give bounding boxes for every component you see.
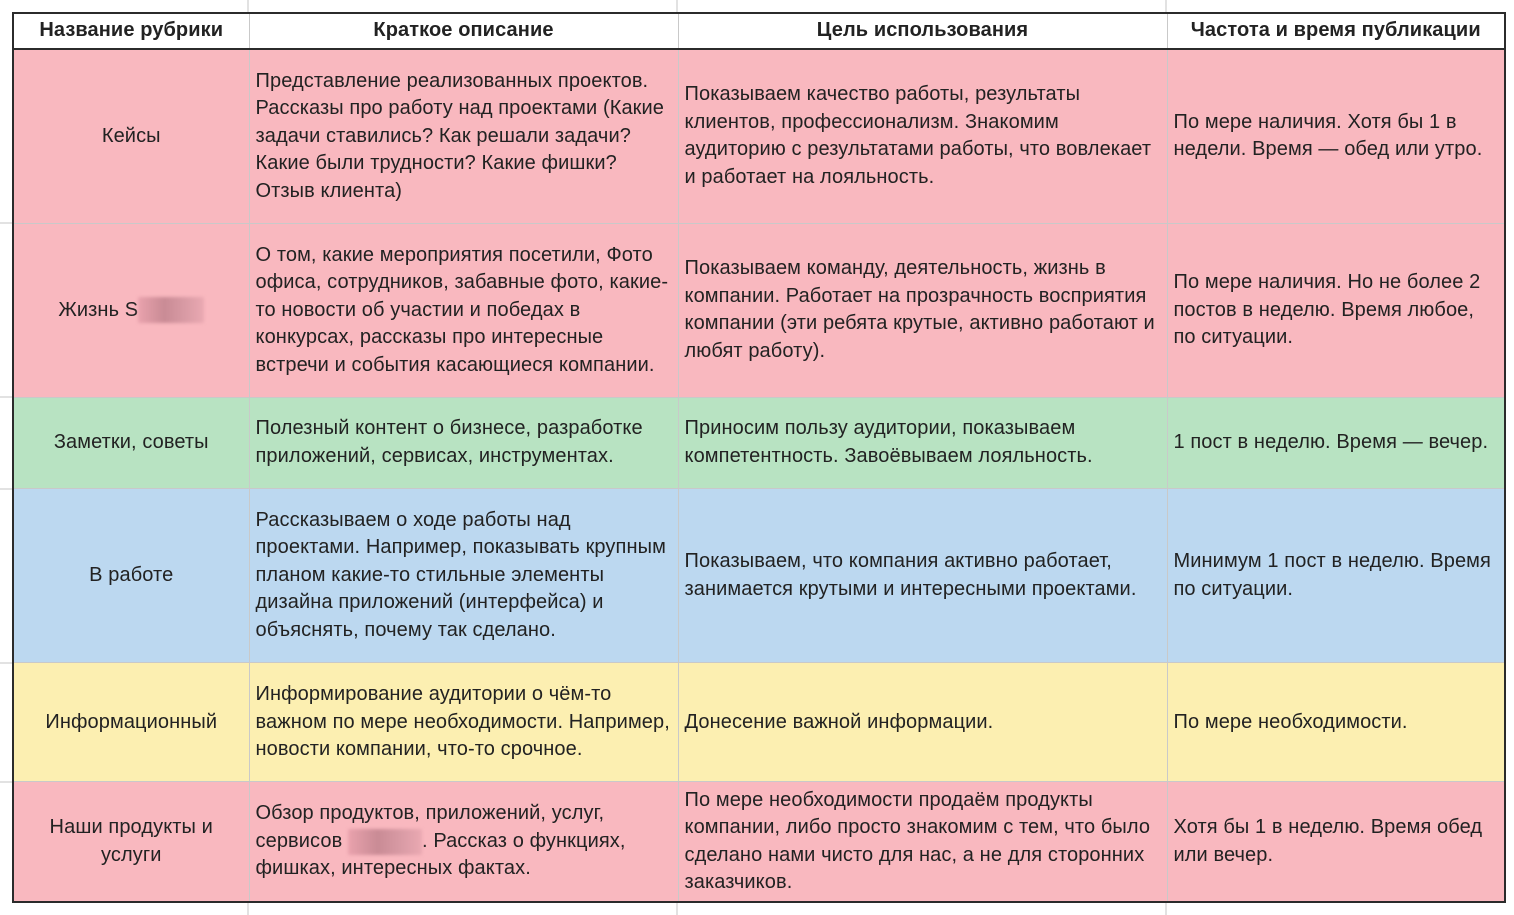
purpose-cell[interactable]: По мере необходимости продаём продукты компании, либо просто знакомим с тем, что было сделано нами чисто для нас, а не для сторонних заказчиков. [678, 782, 1167, 902]
description-cell[interactable]: Полезный контент о бизнесе, разработке приложений, сервисах, инструментах. [249, 397, 678, 488]
sheet-gridlines-top [0, 0, 1514, 12]
frequency-cell[interactable]: По мере наличия. Хотя бы 1 в недели. Время — обед или утро. [1167, 49, 1505, 223]
table-row [13, 663, 1505, 782]
rubric-name-cell[interactable]: В работе [13, 489, 249, 663]
rubric-name-text: Жизнь S [58, 298, 139, 321]
table-row [13, 223, 1505, 397]
frequency-cell[interactable]: Минимум 1 пост в неделю. Время по ситуации. [1167, 489, 1505, 663]
description-text-before: Обзор продуктов, приложений, услуг, сервисов [255, 802, 605, 852]
sheet-gridlines-left [0, 0, 12, 915]
table-row [13, 397, 1505, 488]
table-row [13, 49, 1505, 223]
header-purpose[interactable]: Цель использования [678, 13, 1167, 49]
frequency-cell[interactable]: 1 пост в неделю. Время — вечер. [1167, 397, 1505, 488]
rubric-name-cell[interactable]: Наши продукты и услуги [13, 782, 249, 902]
purpose-cell[interactable]: Показываем команду, деятельность, жизнь в компании. Работает на прозрачность восприятия компании (эти ребята крутые, активно работают и любят работу). [678, 223, 1167, 397]
frequency-cell[interactable]: По мере наличия. Но не более 2 постов в неделю. Время любое, по ситуации. [1167, 223, 1505, 397]
description-cell[interactable]: О том, какие мероприятия посетили, Фото офиса, сотрудников, забавные фото, какие-то новости об участии и победах в конкурсах, рассказы про интересные встречи и события касающиеся компании. [249, 223, 678, 397]
frequency-cell[interactable]: По мере необходимости. [1167, 663, 1505, 782]
description-text-after: . Рассказ о функциях, фишках, интересных фактах. [255, 829, 626, 880]
redacted-blur [348, 829, 422, 855]
header-description[interactable]: Краткое описание [249, 13, 678, 49]
purpose-cell[interactable]: Показываем качество работы, результаты клиентов, профессионализм. Знакомим аудиторию с результатами работы, что вовлекает и работает на лояльность. [678, 49, 1167, 223]
purpose-cell[interactable]: Донесение важной информации. [678, 663, 1167, 782]
header-name[interactable]: Название рубрики [13, 13, 249, 49]
frequency-cell[interactable]: Хотя бы 1 в неделю. Время обед или вечер. [1167, 782, 1505, 902]
rubric-name-cell[interactable]: Заметки, советы [13, 397, 249, 488]
header-row [13, 13, 1505, 49]
description-cell[interactable]: Информирование аудитории о чём-то важном по мере необходимости. Например, новости компании, что-то срочное. [249, 663, 678, 782]
table-row [13, 489, 1505, 663]
sheet-gridlines-bottom [0, 903, 1514, 915]
rubrics-table [12, 12, 1506, 903]
header-frequency[interactable]: Частота и время публикации [1167, 13, 1505, 49]
rubric-name-cell[interactable]: Кейсы [13, 49, 249, 223]
redacted-blur [138, 297, 204, 323]
description-cell[interactable]: Рассказываем о ходе работы над проектами. Например, показывать крупным планом какие-то стильные элементы дизайна приложений (интерфейса) и объяснять, почему так сделано. [249, 489, 678, 663]
description-cell[interactable] [249, 782, 678, 902]
purpose-cell[interactable]: Приносим пользу аудитории, показываем компетентность. Завоёвываем лояльность. [678, 397, 1167, 488]
description-cell[interactable]: Представление реализованных проектов. Рассказы про работу над проектами (Какие задачи ставились? Как решали задачи? Какие были трудности? Какие фишки? Отзыв клиента) [249, 49, 678, 223]
table-row [13, 782, 1505, 902]
purpose-cell[interactable]: Показываем, что компания активно работает, занимается крутыми и интересными проектами. [678, 489, 1167, 663]
rubric-name-cell[interactable] [13, 223, 249, 397]
rubric-name-cell[interactable]: Информационный [13, 663, 249, 782]
